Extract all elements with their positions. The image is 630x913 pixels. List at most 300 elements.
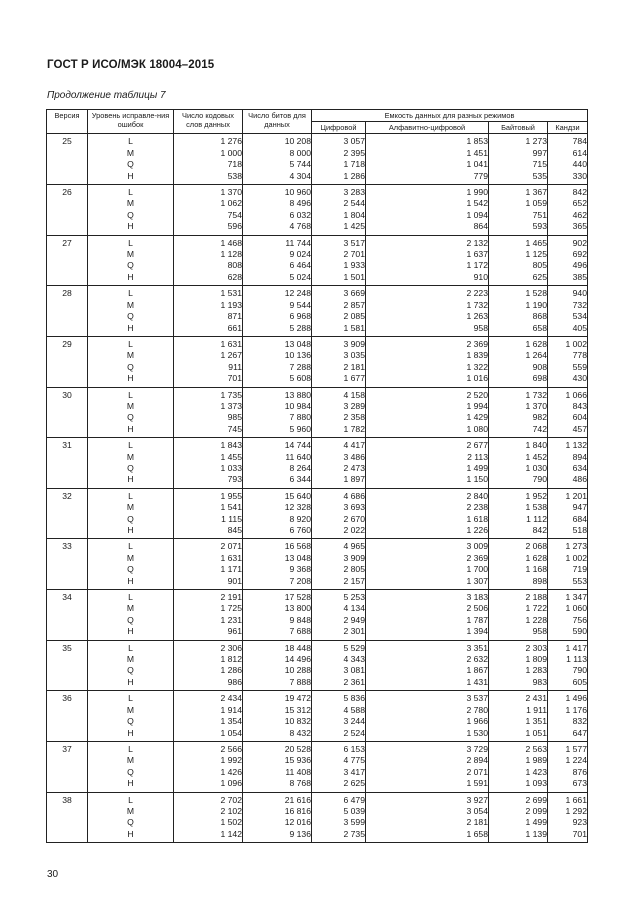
bits-cell bbox=[243, 235, 312, 286]
codewords-cell bbox=[174, 741, 243, 792]
cell-value: 5 836 bbox=[343, 693, 365, 704]
alphanumeric-cell bbox=[366, 387, 489, 438]
byte-cell bbox=[489, 590, 548, 641]
cell-value: 1 231 bbox=[220, 614, 242, 625]
cell-value: 596 bbox=[227, 221, 242, 232]
cell-value: 692 bbox=[572, 249, 587, 260]
cell-value: 1 843 bbox=[220, 440, 242, 451]
cell-value: H bbox=[127, 373, 134, 384]
cell-value: Q bbox=[127, 614, 134, 625]
cell-value: 1 465 bbox=[525, 237, 547, 248]
cell-value: 1 030 bbox=[525, 462, 547, 473]
cell-value: 15 312 bbox=[284, 704, 311, 715]
cell-value: 6 344 bbox=[289, 474, 311, 485]
cell-value: 647 bbox=[572, 727, 587, 738]
cell-value: 1 307 bbox=[466, 575, 488, 586]
table-row bbox=[47, 590, 588, 641]
cell-value: 604 bbox=[572, 412, 587, 423]
cell-value: M bbox=[126, 552, 135, 563]
bits-cell bbox=[243, 792, 312, 843]
alphanumeric-cell bbox=[366, 185, 489, 236]
cell-value: 2 949 bbox=[343, 614, 365, 625]
cell-value: 2 303 bbox=[525, 642, 547, 653]
cell-value: 2 544 bbox=[343, 198, 365, 209]
cell-value: 5 288 bbox=[289, 322, 311, 333]
cell-value: 3 289 bbox=[343, 400, 365, 411]
cell-value: 8 432 bbox=[289, 727, 311, 738]
header-error-level: Уровень исправле-ния ошибок bbox=[88, 110, 174, 134]
cell-value: 751 bbox=[532, 209, 547, 220]
table-row bbox=[47, 438, 588, 489]
cell-value: 1 839 bbox=[466, 350, 488, 361]
cell-value: 1 591 bbox=[466, 778, 488, 789]
cell-value: 330 bbox=[572, 170, 587, 181]
cell-value: 1 661 bbox=[565, 794, 587, 805]
cell-value: M bbox=[126, 350, 135, 361]
cell-value: 1 429 bbox=[466, 412, 488, 423]
cell-value: 1 351 bbox=[525, 716, 547, 727]
cell-value: 11 408 bbox=[285, 766, 311, 777]
cell-value: 808 bbox=[227, 260, 242, 271]
cell-value: 1 426 bbox=[220, 766, 242, 777]
cell-value: 1 804 bbox=[343, 209, 365, 220]
cell-value: 17 528 bbox=[284, 592, 311, 603]
cell-value: 701 bbox=[227, 373, 242, 384]
table-row bbox=[47, 235, 588, 286]
cell-value: 2 780 bbox=[466, 704, 488, 715]
cell-value: H bbox=[127, 474, 134, 485]
kanji-cell bbox=[548, 488, 588, 539]
cell-value: 12 016 bbox=[284, 817, 311, 828]
cell-value: H bbox=[127, 170, 134, 181]
cell-value: 1 658 bbox=[466, 828, 488, 839]
cell-value: H bbox=[127, 778, 134, 789]
cell-value: 715 bbox=[532, 159, 547, 170]
cell-value: 1 722 bbox=[525, 603, 547, 614]
kanji-cell bbox=[548, 336, 588, 387]
cell-value: 898 bbox=[532, 575, 547, 586]
cell-value: 894 bbox=[572, 451, 587, 462]
cell-value: 2 188 bbox=[525, 592, 547, 603]
cell-value: 1 992 bbox=[220, 755, 242, 766]
cell-value: 1 897 bbox=[343, 474, 365, 485]
cell-value: 7 880 bbox=[289, 412, 311, 423]
cell-value: 3 057 bbox=[343, 136, 365, 147]
cell-value: 1 354 bbox=[220, 716, 242, 727]
cell-value: L bbox=[128, 440, 133, 451]
cell-value: 719 bbox=[572, 564, 587, 575]
cell-value: 1 080 bbox=[466, 423, 488, 434]
cell-value: L bbox=[128, 187, 133, 198]
cell-value: 997 bbox=[532, 147, 547, 158]
cell-value: 1 168 bbox=[525, 564, 547, 575]
cell-value: 1 054 bbox=[220, 727, 242, 738]
cell-value: 1 132 bbox=[565, 440, 587, 451]
alphanumeric-cell bbox=[366, 336, 489, 387]
cell-value: 1 128 bbox=[220, 249, 242, 260]
byte-cell bbox=[489, 185, 548, 236]
cell-value: 1 618 bbox=[466, 513, 488, 524]
capacity-table bbox=[46, 109, 588, 843]
cell-value: 2 524 bbox=[343, 727, 365, 738]
cell-value: M bbox=[126, 400, 135, 411]
cell-value: 2 369 bbox=[466, 338, 488, 349]
cell-value: 1 292 bbox=[565, 805, 587, 816]
cell-value: 8 496 bbox=[289, 198, 311, 209]
cell-value: 13 800 bbox=[284, 603, 311, 614]
cell-value: 790 bbox=[532, 474, 547, 485]
cell-value: 958 bbox=[532, 626, 547, 637]
cell-value: 4 768 bbox=[289, 221, 311, 232]
cell-value: 3 283 bbox=[343, 187, 365, 198]
bits-cell bbox=[243, 741, 312, 792]
byte-cell bbox=[489, 438, 548, 489]
version-cell: 26 bbox=[47, 185, 88, 236]
cell-value: 3 909 bbox=[343, 552, 365, 563]
cell-value: 1 000 bbox=[220, 147, 242, 158]
cell-value: 1 452 bbox=[525, 451, 547, 462]
error-level-cell bbox=[88, 488, 174, 539]
table-row bbox=[47, 387, 588, 438]
cell-value: 1 347 bbox=[565, 592, 587, 603]
cell-value: 2 699 bbox=[525, 794, 547, 805]
error-level-cell bbox=[88, 235, 174, 286]
cell-value: 1 367 bbox=[525, 187, 547, 198]
cell-value: 1 016 bbox=[466, 373, 488, 384]
version-cell: 37 bbox=[47, 741, 88, 792]
cell-value: 5 253 bbox=[343, 592, 365, 603]
cell-value: 2 670 bbox=[343, 513, 365, 524]
cell-value: M bbox=[126, 451, 135, 462]
cell-value: 1 732 bbox=[525, 389, 547, 400]
alphanumeric-cell bbox=[366, 640, 489, 691]
cell-value: 1 501 bbox=[343, 271, 365, 282]
cell-value: 1 538 bbox=[525, 502, 547, 513]
cell-value: 5 529 bbox=[343, 642, 365, 653]
cell-value: 2 361 bbox=[343, 676, 365, 687]
table-row bbox=[47, 792, 588, 843]
cell-value: H bbox=[127, 828, 134, 839]
cell-value: 1 002 bbox=[565, 552, 587, 563]
cell-value: 2 894 bbox=[466, 755, 488, 766]
cell-value: 2 735 bbox=[343, 828, 365, 839]
cell-value: 718 bbox=[227, 159, 242, 170]
cell-value: 3 729 bbox=[466, 743, 488, 754]
cell-value: 614 bbox=[572, 147, 587, 158]
cell-value: H bbox=[127, 525, 134, 535]
alphanumeric-cell bbox=[366, 235, 489, 286]
byte-cell bbox=[489, 640, 548, 691]
cell-value: 701 bbox=[572, 828, 587, 839]
cell-value: 1 273 bbox=[565, 541, 587, 552]
cell-value: 940 bbox=[572, 288, 587, 299]
cell-value: 1 581 bbox=[343, 322, 365, 333]
cell-value: 3 669 bbox=[343, 288, 365, 299]
cell-value: 462 bbox=[572, 209, 587, 220]
cell-value: 2 181 bbox=[343, 361, 365, 372]
numeric-cell bbox=[312, 488, 366, 539]
cell-value: 2 113 bbox=[467, 451, 488, 462]
cell-value: 7 688 bbox=[289, 626, 311, 637]
cell-value: 1 263 bbox=[466, 311, 488, 322]
numeric-cell bbox=[312, 387, 366, 438]
error-level-cell bbox=[88, 691, 174, 742]
cell-value: 3 351 bbox=[466, 642, 488, 653]
cell-value: M bbox=[126, 147, 135, 158]
cell-value: 868 bbox=[532, 311, 547, 322]
cell-value: 538 bbox=[227, 170, 242, 181]
cell-value: 2 068 bbox=[525, 541, 547, 552]
version-cell: 33 bbox=[47, 539, 88, 590]
cell-value: 1 041 bbox=[466, 159, 488, 170]
byte-cell bbox=[489, 387, 548, 438]
numeric-cell bbox=[312, 336, 366, 387]
cell-value: 10 832 bbox=[284, 716, 311, 727]
cell-value: 2 306 bbox=[220, 642, 242, 653]
byte-cell bbox=[489, 235, 548, 286]
byte-cell bbox=[489, 488, 548, 539]
cell-value: 2 566 bbox=[220, 743, 242, 754]
header-byte: Байтовый bbox=[489, 122, 548, 134]
cell-value: 2 563 bbox=[525, 743, 547, 754]
cell-value: 754 bbox=[227, 209, 242, 220]
cell-value: 3 517 bbox=[343, 237, 365, 248]
cell-value: 1 735 bbox=[220, 389, 242, 400]
cell-value: 1 914 bbox=[220, 704, 242, 715]
cell-value: Q bbox=[127, 311, 134, 322]
cell-value: 1 809 bbox=[525, 654, 547, 665]
cell-value: L bbox=[128, 693, 133, 704]
cell-value: 1 700 bbox=[466, 564, 488, 575]
cell-value: Q bbox=[127, 716, 134, 727]
cell-value: 3 183 bbox=[466, 592, 488, 603]
cell-value: 590 bbox=[572, 626, 587, 637]
cell-value: 1 531 bbox=[220, 288, 242, 299]
kanji-cell bbox=[548, 438, 588, 489]
cell-value: 902 bbox=[572, 237, 587, 248]
cell-value: 2 701 bbox=[343, 249, 365, 260]
error-level-cell bbox=[88, 590, 174, 641]
cell-value: 2 238 bbox=[466, 502, 488, 513]
cell-value: 440 bbox=[572, 159, 587, 170]
cell-value: 518 bbox=[572, 525, 587, 535]
cell-value: 634 bbox=[572, 462, 587, 473]
header-version: Версия bbox=[47, 110, 88, 134]
cell-value: M bbox=[126, 755, 135, 766]
cell-value: 1 286 bbox=[343, 170, 365, 181]
table-row bbox=[47, 691, 588, 742]
cell-value: H bbox=[127, 626, 134, 637]
cell-value: 15 936 bbox=[284, 755, 311, 766]
error-level-cell bbox=[88, 336, 174, 387]
cell-value: 923 bbox=[572, 817, 587, 828]
header-codewords: Число кодовых слов данных bbox=[174, 110, 243, 134]
cell-value: 5 608 bbox=[289, 373, 311, 384]
cell-value: 365 bbox=[572, 221, 587, 232]
cell-value: 1 066 bbox=[565, 389, 587, 400]
cell-value: 784 bbox=[572, 136, 587, 147]
cell-value: 3 927 bbox=[466, 794, 488, 805]
error-level-cell bbox=[88, 741, 174, 792]
cell-value: 5 024 bbox=[289, 271, 311, 282]
cell-value: 1 455 bbox=[220, 451, 242, 462]
cell-value: 1 451 bbox=[466, 147, 488, 158]
cell-value: 985 bbox=[227, 412, 242, 423]
cell-value: 6 153 bbox=[343, 743, 365, 754]
cell-value: 1 530 bbox=[466, 727, 488, 738]
cell-value: H bbox=[127, 423, 134, 434]
cell-value: 1 373 bbox=[220, 400, 242, 411]
error-level-cell bbox=[88, 792, 174, 843]
cell-value: 2 102 bbox=[220, 805, 242, 816]
cell-value: M bbox=[126, 502, 135, 513]
byte-cell bbox=[489, 336, 548, 387]
cell-value: 1 190 bbox=[525, 299, 547, 310]
cell-value: 1 628 bbox=[525, 338, 547, 349]
error-level-cell bbox=[88, 134, 174, 185]
cell-value: 430 bbox=[572, 373, 587, 384]
cell-value: 5 039 bbox=[343, 805, 365, 816]
numeric-cell bbox=[312, 691, 366, 742]
cell-value: Q bbox=[127, 209, 134, 220]
cell-value: 1 787 bbox=[466, 614, 488, 625]
cell-value: 845 bbox=[227, 525, 242, 535]
cell-value: 1 176 bbox=[565, 704, 587, 715]
codewords-cell bbox=[174, 185, 243, 236]
error-level-cell bbox=[88, 640, 174, 691]
cell-value: 3 417 bbox=[343, 766, 365, 777]
cell-value: 7 208 bbox=[289, 575, 311, 586]
cell-value: 1 276 bbox=[220, 136, 242, 147]
cell-value: 793 bbox=[227, 474, 242, 485]
bits-cell bbox=[243, 438, 312, 489]
table-row bbox=[47, 741, 588, 792]
version-cell: 29 bbox=[47, 336, 88, 387]
cell-value: 1 933 bbox=[343, 260, 365, 271]
cell-value: M bbox=[126, 654, 135, 665]
cell-value: 684 bbox=[572, 513, 587, 524]
table-row bbox=[47, 640, 588, 691]
cell-value: 1 637 bbox=[466, 249, 488, 260]
cell-value: 1 201 bbox=[565, 490, 587, 501]
version-cell: 27 bbox=[47, 235, 88, 286]
cell-value: 790 bbox=[572, 665, 587, 676]
header-kanji: Кандзи bbox=[548, 122, 588, 134]
table-row bbox=[47, 336, 588, 387]
cell-value: 1 994 bbox=[466, 400, 488, 411]
cell-value: 1 431 bbox=[466, 676, 488, 687]
cell-value: 16 568 bbox=[284, 541, 311, 552]
bits-cell bbox=[243, 488, 312, 539]
cell-value: 2 071 bbox=[220, 541, 242, 552]
cell-value: L bbox=[128, 592, 133, 603]
cell-value: 982 bbox=[532, 412, 547, 423]
cell-value: 10 208 bbox=[284, 136, 311, 147]
numeric-cell bbox=[312, 539, 366, 590]
cell-value: 2 132 bbox=[466, 237, 488, 248]
kanji-cell bbox=[548, 640, 588, 691]
cell-value: 1 541 bbox=[220, 502, 242, 513]
error-level-cell bbox=[88, 286, 174, 337]
bits-cell bbox=[243, 286, 312, 337]
cell-value: Q bbox=[127, 513, 134, 524]
version-cell: 25 bbox=[47, 134, 88, 185]
cell-value: L bbox=[128, 743, 133, 754]
cell-value: 625 bbox=[532, 271, 547, 282]
cell-value: 1 094 bbox=[466, 209, 488, 220]
cell-value: 6 760 bbox=[289, 525, 311, 535]
cell-value: 1 193 bbox=[220, 299, 242, 310]
cell-value: 4 686 bbox=[343, 490, 365, 501]
cell-value: H bbox=[127, 221, 134, 232]
cell-value: Q bbox=[127, 665, 134, 676]
kanji-cell bbox=[548, 185, 588, 236]
numeric-cell bbox=[312, 235, 366, 286]
cell-value: Q bbox=[127, 462, 134, 473]
cell-value: 2 395 bbox=[343, 147, 365, 158]
table-row bbox=[47, 539, 588, 590]
cell-value: 2 191 bbox=[220, 592, 242, 603]
cell-value: 13 048 bbox=[284, 552, 311, 563]
cell-value: 385 bbox=[572, 271, 587, 282]
numeric-cell bbox=[312, 792, 366, 843]
alphanumeric-cell bbox=[366, 539, 489, 590]
alphanumeric-cell bbox=[366, 134, 489, 185]
cell-value: 3 244 bbox=[343, 716, 365, 727]
cell-value: 2 677 bbox=[466, 440, 488, 451]
cell-value: 661 bbox=[227, 322, 242, 333]
version-cell: 35 bbox=[47, 640, 88, 691]
cell-value: H bbox=[127, 322, 134, 333]
cell-value: 593 bbox=[532, 221, 547, 232]
cell-value: 1 264 bbox=[525, 350, 547, 361]
cell-value: H bbox=[127, 727, 134, 738]
byte-cell bbox=[489, 286, 548, 337]
cell-value: 1 812 bbox=[220, 654, 242, 665]
byte-cell bbox=[489, 539, 548, 590]
numeric-cell bbox=[312, 438, 366, 489]
cell-value: 2 071 bbox=[466, 766, 488, 777]
cell-value: 6 968 bbox=[289, 311, 311, 322]
cell-value: 2 301 bbox=[343, 626, 365, 637]
cell-value: 1 417 bbox=[565, 642, 587, 653]
version-cell: 36 bbox=[47, 691, 88, 742]
cell-value: 1 112 bbox=[526, 513, 547, 524]
cell-value: 14 496 bbox=[284, 654, 311, 665]
cell-value: 1 732 bbox=[466, 299, 488, 310]
cell-value: 1 955 bbox=[220, 490, 242, 501]
numeric-cell bbox=[312, 590, 366, 641]
cell-value: 12 248 bbox=[284, 288, 311, 299]
kanji-cell bbox=[548, 286, 588, 337]
codewords-cell bbox=[174, 488, 243, 539]
cell-value: 742 bbox=[532, 423, 547, 434]
cell-value: 1 370 bbox=[525, 400, 547, 411]
codewords-cell bbox=[174, 590, 243, 641]
cell-value: 1 059 bbox=[525, 198, 547, 209]
cell-value: 1 139 bbox=[525, 828, 547, 839]
cell-value: H bbox=[127, 271, 134, 282]
cell-value: 628 bbox=[227, 271, 242, 282]
cell-value: 3 054 bbox=[466, 805, 488, 816]
cell-value: 534 bbox=[572, 311, 587, 322]
bits-cell bbox=[243, 590, 312, 641]
byte-cell bbox=[489, 741, 548, 792]
cell-value: 1 499 bbox=[525, 817, 547, 828]
error-level-cell bbox=[88, 539, 174, 590]
cell-value: 9 136 bbox=[289, 828, 311, 839]
cell-value: 1 468 bbox=[220, 237, 242, 248]
